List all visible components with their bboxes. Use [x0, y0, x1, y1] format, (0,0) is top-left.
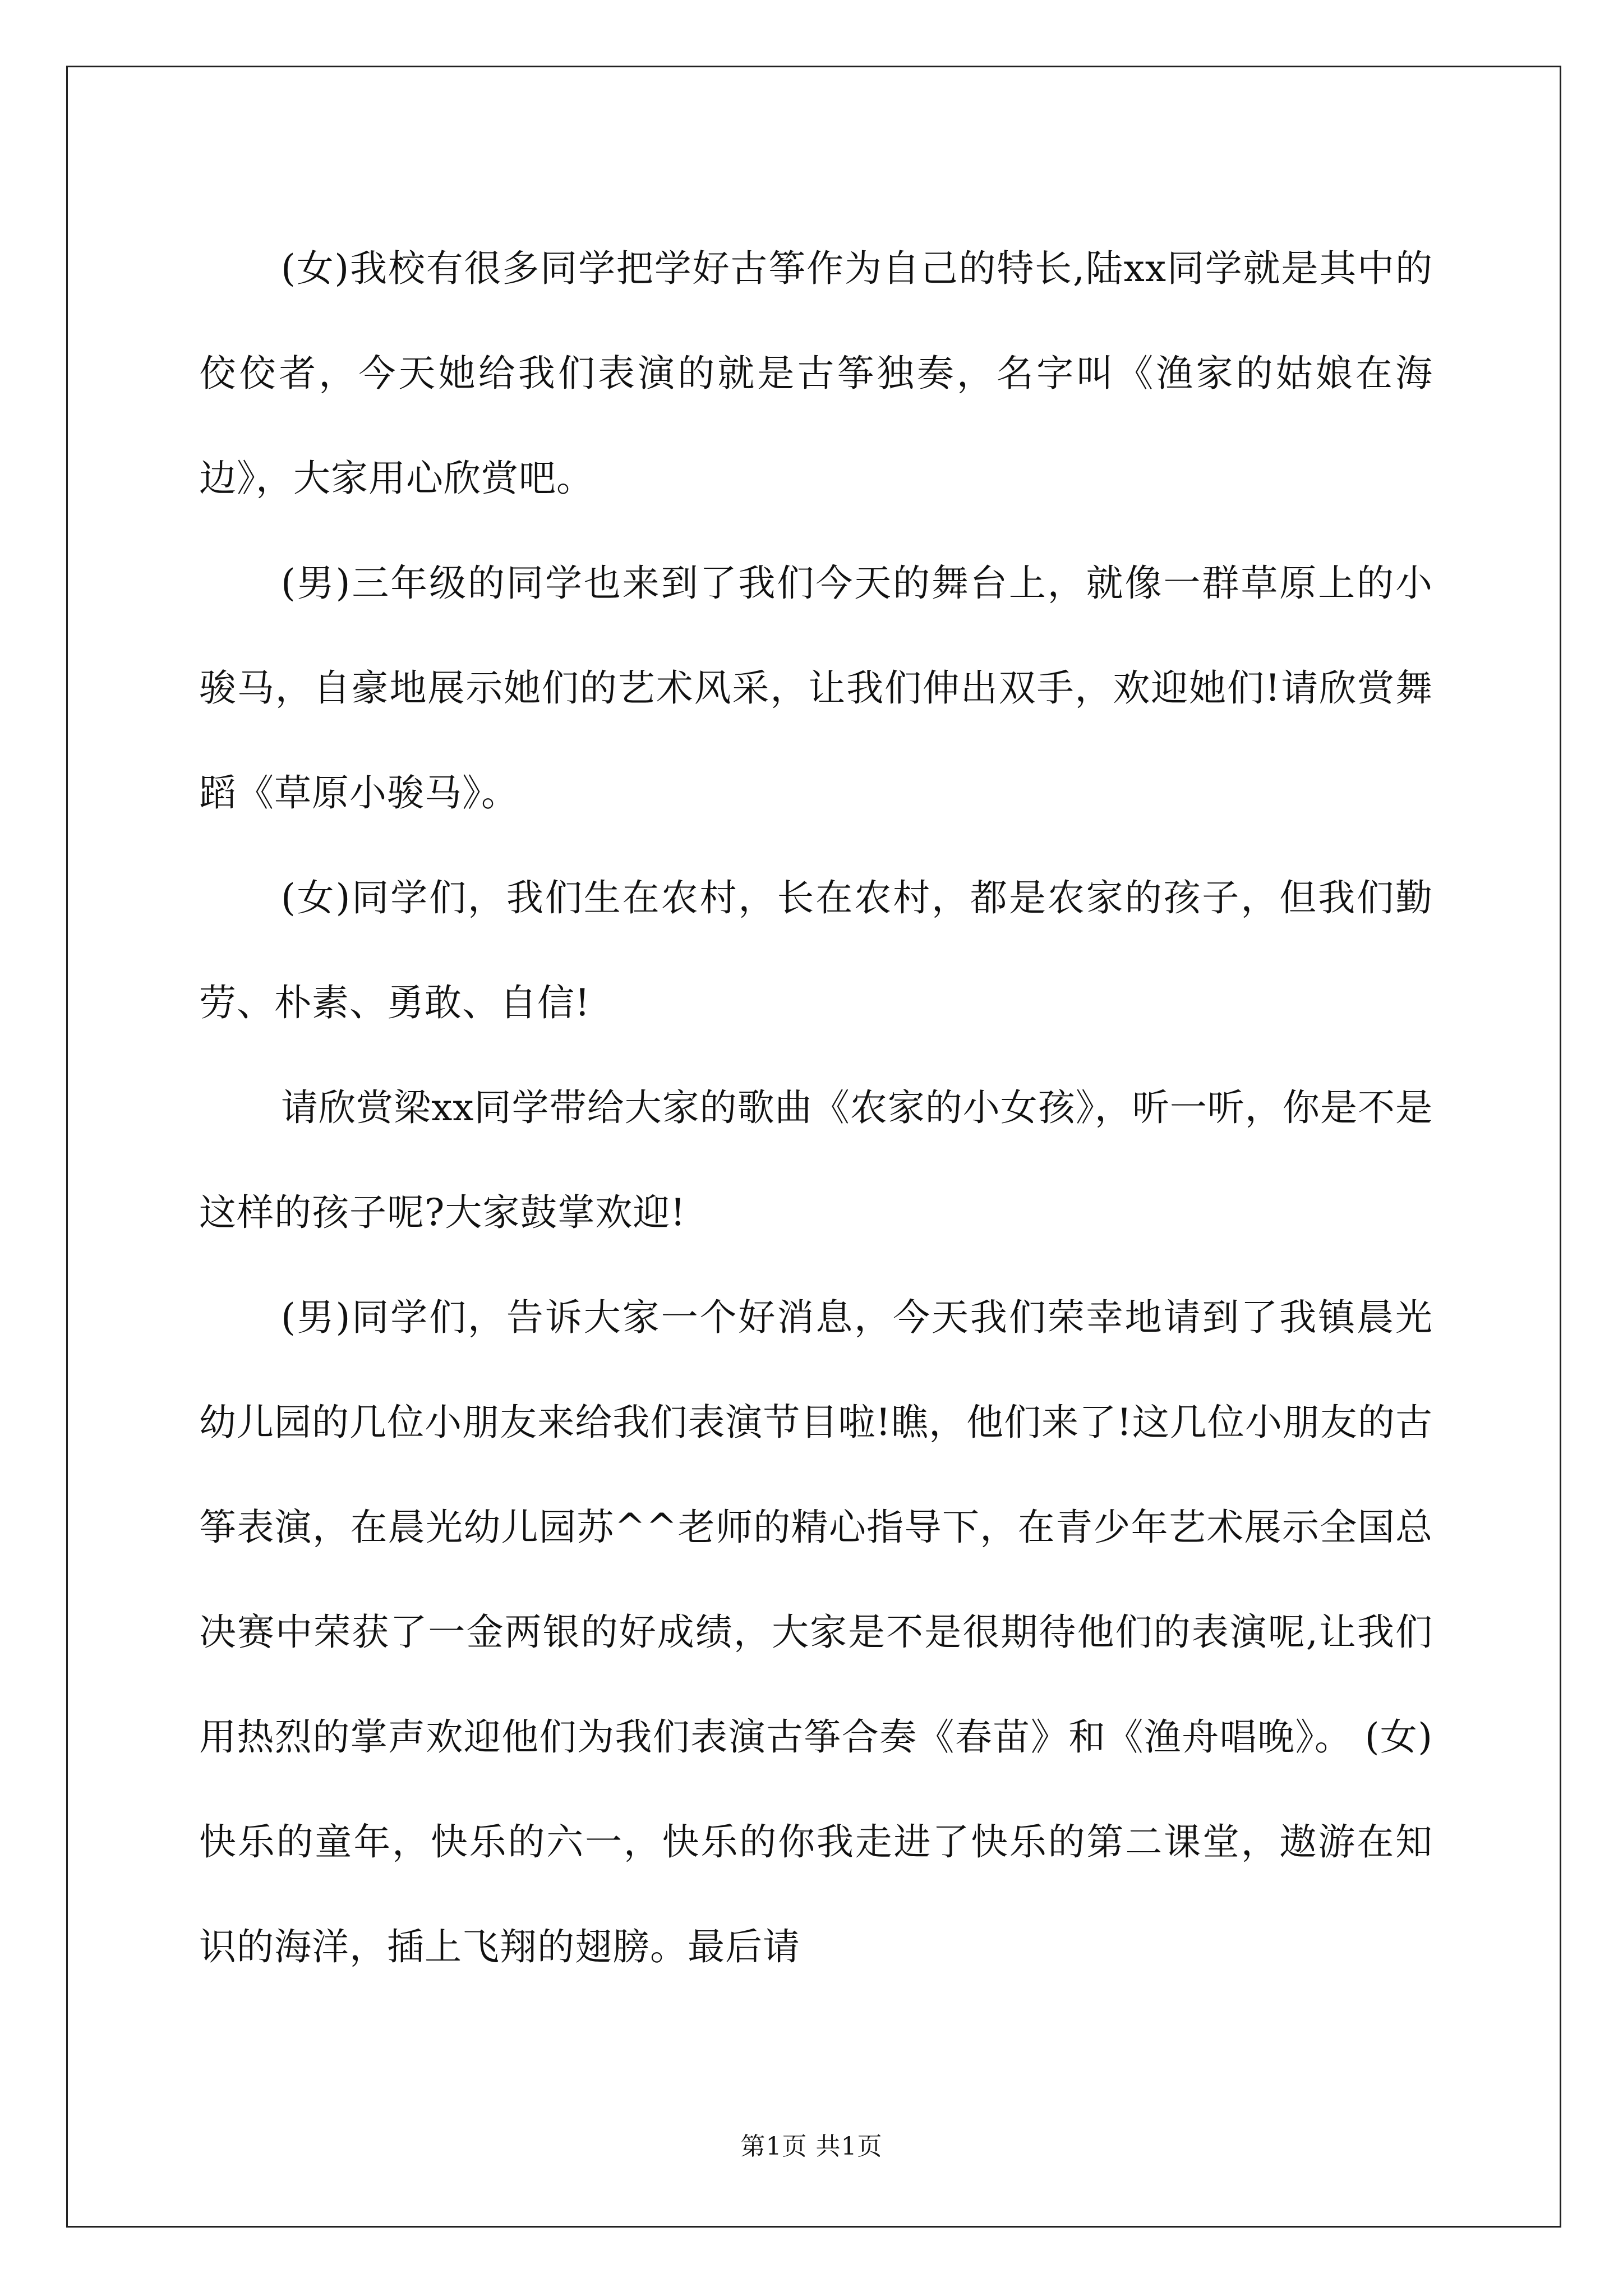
- document-body: [199, 216, 1433, 1999]
- paragraph-4: 请欣赏梁xx同学带给大家的歌曲《农家的小女孩》，听一听，你是不是这样的孩子呢?大家鼓掌欢迎!: [199, 1086, 1433, 1234]
- paragraph-3: (女)同学们，我们生在农村，长在农村，都是农家的孩子，但我们勤劳、朴素、勇敢、自信!: [199, 876, 1433, 1024]
- paragraph-5: (男)同学们，告诉大家一个好消息，今天我们荣幸地请到了我镇晨光幼儿园的几位小朋友来给我们表演节目啦!瞧，他们来了!这几位小朋友的古筝表演，在晨光幼儿园苏^^老师的精心指导下，在青少年艺术展示全国总决赛中荣获了一金两银的好成绩，大家是不是很期待他们的表演呢,让我们用热烈的掌声欢迎他们为我们表演古筝合奏《春苗》和《渔舟唱晚》。 (女)快乐的童年，快乐的六一，快乐的你我走进了快乐的第二课堂，遨游在知识的海洋，插上飞翔的翅膀。最后请: [199, 1296, 1433, 1968]
- paragraph-1: (女)我校有很多同学把学好古筝作为自己的特长,陆xx同学就是其中的佼佼者，今天她给我们表演的就是古筝独奏，名字叫《渔家的姑娘在海边》，大家用心欣赏吧。: [199, 247, 1433, 500]
- paragraph-2: (男)三年级的同学也来到了我们今天的舞台上，就像一群草原上的小骏马，自豪地展示她们的艺术风采，让我们伸出双手，欢迎她们!请欣赏舞蹈《草原小骏马》。: [199, 562, 1433, 815]
- page-footer: 第1页 共1页: [740, 2132, 883, 2161]
